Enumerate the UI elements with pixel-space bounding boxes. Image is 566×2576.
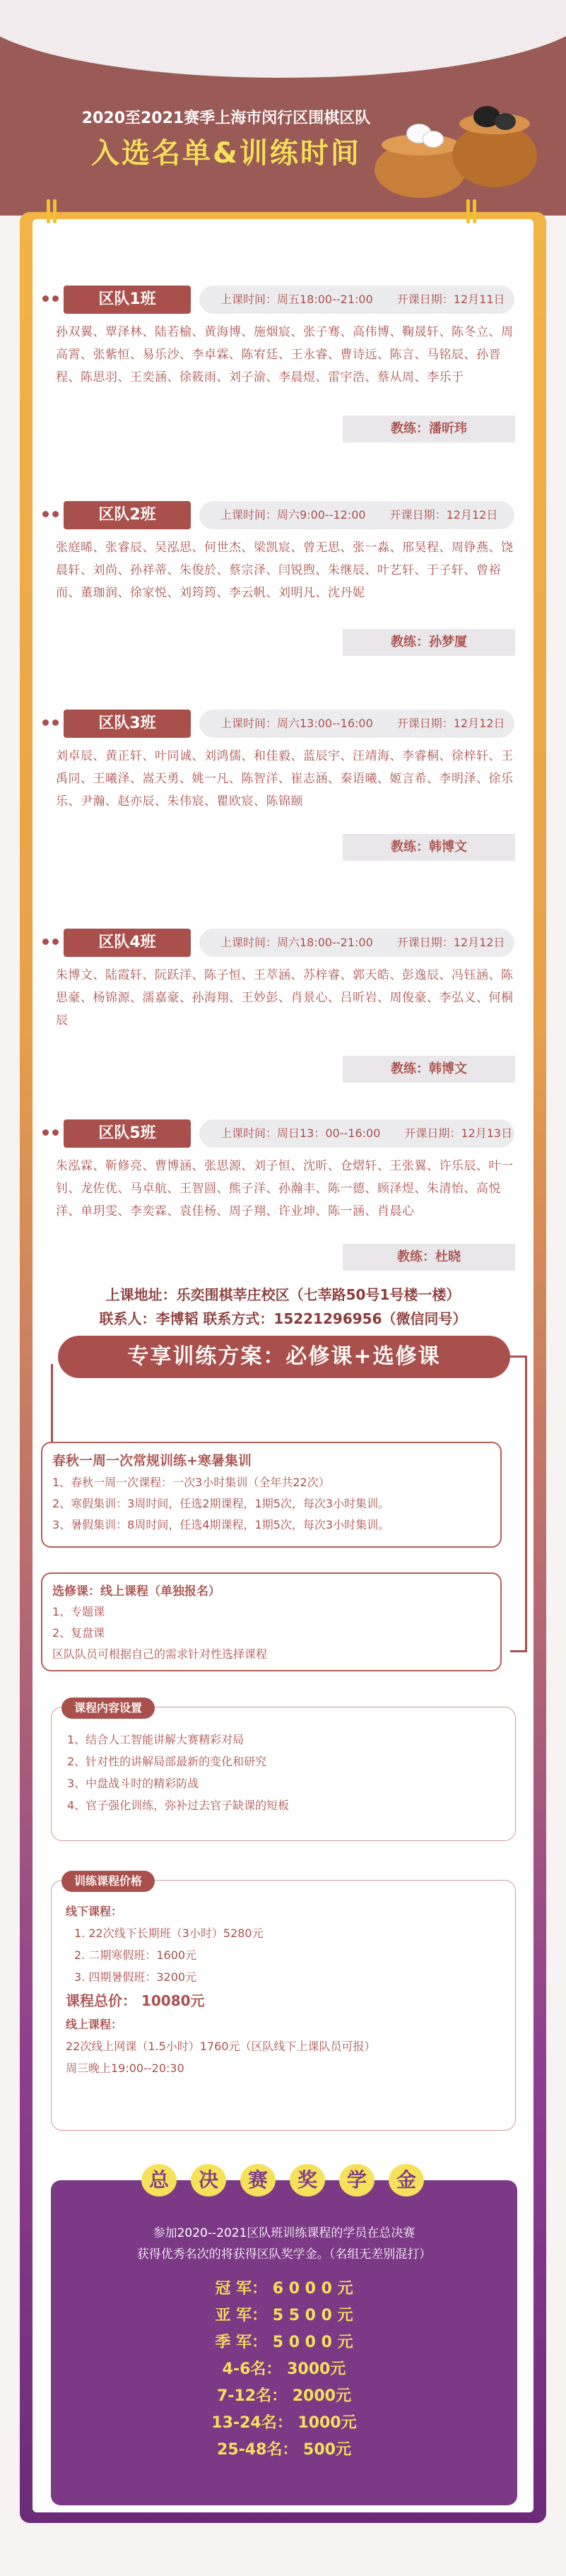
elective-course-item: 2、复盘课: [52, 1626, 105, 1640]
class-schedule: 上课时间：周六13:00--16:00 开课日期：12月12日: [199, 710, 514, 738]
prize-title: [71, 2164, 495, 2196]
binder-ring-icon: [47, 199, 66, 223]
class-tag: 区队1班: [64, 286, 191, 314]
online-time: 周三晚上19:00--20:30: [66, 2062, 184, 2075]
bullet-dot: [52, 295, 59, 302]
prize-description: [51, 2223, 517, 2265]
prize-desc-line: 参加2020--2021区队班训练课程的学员在总决赛: [153, 2226, 415, 2240]
required-course-item: 1、春秋一周一次课程：一次3小时集训（全年共22次）: [52, 1476, 330, 1489]
prize-row: 13-24名： 1000元: [211, 2414, 357, 2432]
bullet-dot: [52, 939, 59, 945]
offline-item: 2. 二期寒假班：1600元: [74, 1948, 197, 1962]
connector-line: [510, 1355, 527, 1652]
bullet-dot: [42, 511, 49, 517]
price-box: [51, 1874, 516, 2131]
content-item: 1、结合人工智能讲解大赛精彩对局: [67, 1733, 244, 1746]
price-tag: 训练课程价格: [61, 1871, 155, 1892]
content-item: 2、针对性的讲解局部最新的变化和研究: [67, 1755, 267, 1768]
required-course-item: 2、寒假集训：3周时间，任选2期课程，1期5次，每次3小时集训。: [52, 1497, 390, 1510]
offline-item: 3. 四期暑假班：3200元: [74, 1970, 197, 1984]
class-block-5: [33, 1117, 533, 1276]
coach-badge: 教练：潘昕玮: [343, 416, 515, 442]
class-schedule: 上课时间：周五18:00--21:00 开课日期：12月11日: [199, 286, 514, 314]
program-banner: 专享训练方案：必修课+选修课: [58, 1336, 510, 1378]
prize-row: 4-6名： 3000元: [222, 2360, 346, 2378]
class-block-2: [33, 498, 533, 661]
class-block-1: [33, 283, 533, 438]
student-list: 刘卓辰、黄正轩、叶同诚、刘鸿儒、和佳毅、蓝辰宇、汪靖海、李睿桐、徐梓轩、王禹同、王曦泽、嵩天勇、姚一凡、陈智洋、崔志涵、秦语曦、姬言希、李明泽、徐乐乐、尹瀚、赵亦辰、朱伟宸、瞿欧宸、陈锦颐: [56, 749, 514, 808]
student-list: 张庭晞、张睿辰、吴泓思、何世杰、梁凯宸、曾无思、张一淼、邢昊程、周铮燕、饶晨轩、刘尚、孙祥蒂、朱俊於、蔡宗泽、闫锐煦、朱继辰、叶艺轩、于子轩、曾裕而、董珈润、徐家悦、刘筠筠、李云帆、刘明凡、沈丹妮: [56, 541, 514, 600]
prize-title-char: 赛: [240, 2164, 276, 2196]
class-tag: 区队3班: [64, 710, 191, 738]
class-tag: 区队5班: [64, 1119, 191, 1148]
class-schedule: 上课时间：周六9:00--12:00 开课日期：12月12日: [199, 501, 514, 529]
prize-title-char: 总: [141, 2164, 177, 2196]
prize-row: 季 军： 5 0 0 0 元: [215, 2334, 353, 2351]
black-stone-icon: [495, 113, 516, 130]
offline-label: 线下课程：: [66, 1905, 123, 1918]
header-subtitle: 2020至2021赛季上海市闵行区围棋区队: [81, 110, 371, 127]
contact-info: 联系人：李博韬 联系方式：15221296956（微信同号）: [99, 1310, 467, 1327]
class-block-3: [33, 707, 533, 869]
online-label: 线上课程：: [66, 2018, 123, 2031]
prize-row: 冠 军： 6 0 0 0 元: [215, 2280, 353, 2298]
prize-list: [51, 2276, 517, 2464]
white-stone-icon: [423, 131, 444, 148]
prize-desc-line: 获得优秀名次的将获得区队奖学金。（名组无差别混打）: [136, 2247, 432, 2262]
prize-title-char: 奖: [290, 2164, 325, 2196]
course-content-box: [51, 1701, 516, 1841]
offline-item: 1. 22次线下长期班（3小时）5280元: [74, 1927, 264, 1940]
bullet-dot: [42, 719, 49, 726]
coach-badge: 教练：韩博文: [343, 1056, 515, 1083]
course-content-tag: 课程内容设置: [61, 1698, 155, 1719]
total-price: 课程总价： 10080元: [66, 1992, 205, 2009]
class-tag: 区队2班: [64, 501, 191, 529]
bullet-dot: [42, 295, 49, 302]
class-block-4: [33, 926, 533, 1088]
prize-title-char: 金: [389, 2164, 424, 2196]
address-block: [33, 1283, 533, 1331]
class-tag: 区队4班: [64, 929, 191, 957]
student-list: 孙双翼、覃泽林、陆若榆、黄海博、施烟宸、张子骞、高伟博、鞠晟轩、陈冬立、周高霄、张紫恒、易乐沙、李卓霖、陈宥廷、王永睿、曹诗远、陈言、马铭辰、孙晋程、陈思羽、王奕涵、徐筱雨、刘子渝、李晨煜、雷宇浩、蔡从周、李乐于: [56, 325, 514, 384]
bullet-dot: [52, 719, 59, 726]
bullet-dot: [52, 1129, 59, 1136]
content-item: 4、官子强化训练，弥补过去官子缺课的短板: [67, 1799, 290, 1812]
content-item: 3、中盘战斗时的精彩防战: [67, 1777, 199, 1790]
required-course-title: 春秋一周一次常规训练+寒暑集训: [52, 1453, 252, 1469]
elective-course-box: [41, 1572, 502, 1671]
bullet-dot: [42, 1129, 49, 1136]
coach-badge: 教练：韩博文: [343, 834, 515, 861]
online-item: 22次线上网课（1.5小时）1760元（区队线下上课队员可报）: [66, 2040, 376, 2053]
bullet-dot: [52, 511, 59, 517]
elective-course-item: 1、专题课: [52, 1605, 105, 1618]
binder-ring-icon: [466, 199, 486, 223]
class-schedule: 上课时间：周六18:00--21:00 开课日期：12月12日: [199, 929, 514, 957]
elective-course-note: 区队队员可根据自己的需求针对性选择课程: [52, 1647, 268, 1661]
coach-badge: 教练：杜晓: [343, 1244, 515, 1271]
prize-row: 亚 军： 5 5 0 0 元: [215, 2307, 353, 2324]
student-list: 朱博文、陆霞轩、阮跃洋、陈子恒、王萃涵、苏梓睿、郭天皓、彭逸辰、冯钰涵、陈思豪、杨锦源、濡嘉豪、孙海翔、王妙彭、肖景心、吕昕岩、周俊豪、李弘义、何桐辰: [56, 968, 514, 1028]
header-wave: [0, 0, 566, 78]
class-address: 上课地址：乐奕围棋莘庄校区（七莘路50号1号楼一楼）: [105, 1286, 461, 1303]
elective-course-title: 选修课：线上课程（单独报名）: [52, 1584, 220, 1599]
page-title: 入选名单&训练时间: [91, 137, 361, 170]
header-banner: [0, 0, 566, 216]
required-course-box: [41, 1442, 502, 1548]
prize-row: 25-48名： 500元: [217, 2441, 351, 2459]
prize-title-char: 决: [191, 2164, 226, 2196]
coach-badge: 教练：孙梦厦: [343, 629, 515, 656]
student-list: 朱泓霖、靳修亮、曹博涵、张思源、刘子恒、沈昕、仓熠轩、王张翼、许乐辰、叶一钊、龙佐优、马卓航、王智圆、熊子洋、孙瀚丰、陈一德、顾泽煜、朱清怡、高悦洋、单玥雯、李奕霖、袁佳杨、周子翔、许业坤、陈一涵、肖晨心: [56, 1159, 514, 1218]
required-course-item: 3、暑假集训：8周时间，任选4期课程，1期5次，每次3小时集训。: [52, 1518, 390, 1531]
bullet-dot: [42, 939, 49, 945]
prize-title-char: 学: [339, 2164, 375, 2196]
prize-row: 7-12名： 2000元: [217, 2387, 351, 2405]
class-schedule: 上课时间：周日13：00--16:00 开课日期：12月13日: [199, 1119, 514, 1148]
